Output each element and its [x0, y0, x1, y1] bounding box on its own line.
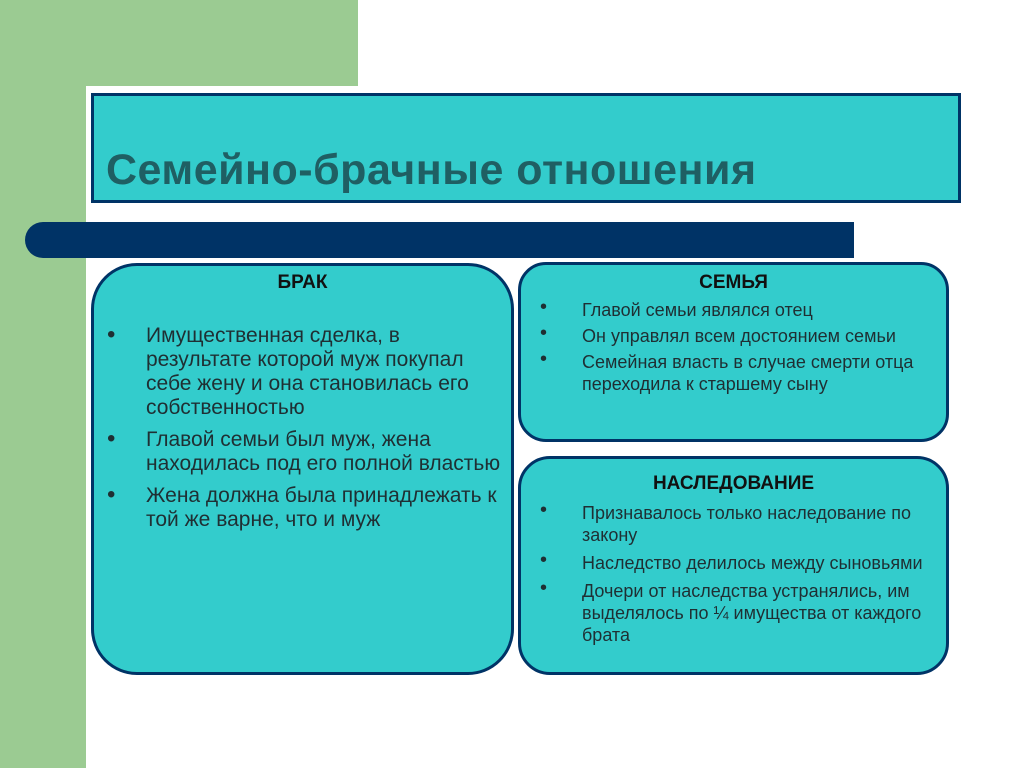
list-item: [107, 321, 507, 420]
list-item-text: Признавалось только наследование по закону: [582, 503, 912, 545]
panel-heading-semya: СЕМЬЯ: [699, 272, 768, 293]
list-item: [107, 425, 507, 476]
list-item-text: Главой семьи являлся отец: [582, 300, 813, 320]
bullet-icon: •: [540, 322, 548, 344]
list-item-text: Он управлял всем достоянием семьи: [582, 326, 896, 346]
title-box: [91, 93, 961, 203]
panel-nasledovanie: [518, 456, 949, 675]
list-item: [107, 481, 507, 532]
list-item: [540, 348, 950, 395]
panel-brak: [91, 263, 514, 675]
bullet-icon: •: [107, 481, 116, 508]
list-item-text: Семейная власть в случае смерти отца переходила к старшему сыну: [582, 352, 914, 394]
panel-heading-nasledovanie: НАСЛЕДОВАНИЕ: [652, 473, 815, 494]
bullet-icon: •: [107, 321, 116, 348]
decor-green-strip: [0, 0, 86, 768]
list-item: [540, 577, 950, 646]
slide-title: Семейно-брачные отношения: [106, 146, 757, 194]
list-item: [540, 296, 950, 321]
bullet-icon: •: [107, 425, 116, 452]
semya-list: [540, 296, 950, 399]
list-item: [540, 499, 950, 546]
list-item-text: Главой семьи был муж, жена находилась под его полной властью: [146, 428, 501, 475]
list-item: [540, 322, 950, 347]
brak-list: [107, 321, 507, 540]
bullet-icon: •: [540, 296, 548, 318]
nasledovanie-list: [540, 499, 950, 652]
list-item-text: Наследство делилось между сыновьями: [582, 553, 923, 573]
list-item: [540, 549, 950, 574]
bullet-icon: •: [540, 549, 548, 571]
bullet-icon: •: [540, 577, 548, 599]
list-item-text: Жена должна была принадлежать к той же варне, что и муж: [146, 484, 497, 531]
decor-navy-bar: [25, 222, 854, 258]
list-item-text: Дочери от наследства устранялись, им выделялось по ¼ имущества от каждого брата: [582, 581, 922, 645]
panel-heading-brak: БРАК: [277, 272, 328, 293]
list-item-text: Имущественная сделка, в результате которой муж покупал себе жену и она становилась его собственностью: [146, 324, 469, 419]
bullet-icon: •: [540, 499, 548, 521]
decor-green-top: [0, 0, 358, 86]
panel-semya: [518, 262, 949, 442]
bullet-icon: •: [540, 348, 548, 370]
